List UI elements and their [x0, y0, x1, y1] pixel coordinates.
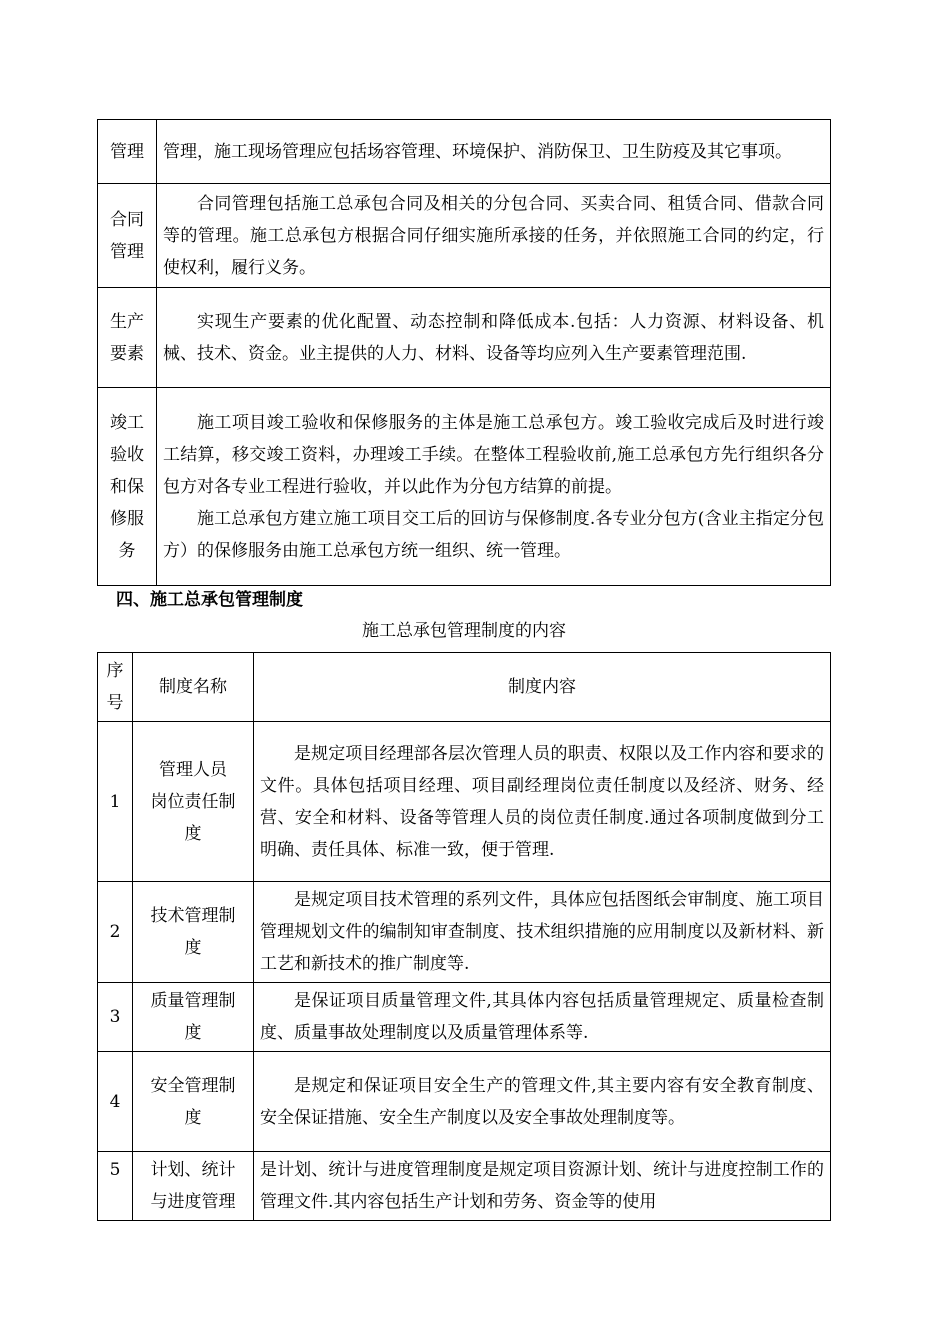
row-name: 管理人员 岗位责任制 度: [133, 722, 254, 882]
header-name: 制度名称: [133, 653, 254, 722]
content-paragraph: 管理，施工现场管理应包括场容管理、环境保护、消防保卫、卫生防疫及其它事项。: [163, 141, 792, 162]
row-label: 合同 管理: [98, 184, 157, 288]
row-number: 2: [98, 882, 133, 983]
row-label: 管理: [98, 120, 157, 184]
table-row: [98, 722, 831, 882]
row-content: [157, 288, 831, 388]
table-row: [98, 1152, 831, 1221]
row-content: [254, 1152, 831, 1221]
content-paragraph: 实现生产要素的优化配置、动态控制和降低成本.包括：人力资源、材料设备、机械、技术、资金。业主提供的人力、材料、设备等均应列入生产要素管理范围.: [163, 311, 824, 364]
management-content-table: [97, 119, 831, 586]
row-content: [254, 1052, 831, 1152]
table-row: [98, 388, 831, 586]
row-name: 质量管理制 度: [133, 983, 254, 1052]
table-row: [98, 120, 831, 184]
row-name: 安全管理制 度: [133, 1052, 254, 1152]
row-label: 竣工 验收 和保 修服 务: [98, 388, 157, 586]
content-paragraph: 是规定项目经理部各层次管理人员的职责、权限以及工作内容和要求的文件。具体包括项目经理、项目副经理岗位责任制度以及经济、财务、经营、安全和材料、设备等管理人员的岗位责任制度.通过各项制度做到分工明确、责任具体、标准一致，便于管理.: [260, 743, 824, 860]
row-content: [157, 388, 831, 586]
row-number: 5: [98, 1152, 133, 1221]
table-header-row: [98, 653, 831, 722]
table-caption: 施工总承包管理制度的内容: [362, 621, 566, 641]
row-number: 4: [98, 1052, 133, 1152]
row-content: [157, 120, 831, 184]
row-content: [157, 184, 831, 288]
content-paragraph: 是规定和保证项目安全生产的管理文件,其主要内容有安全教育制度、安全保证措施、安全生产制度以及安全事故处理制度等。: [260, 1075, 824, 1128]
content-paragraph: 是规定项目技术管理的系列文件，具体应包括图纸会审制度、施工项目管理规划文件的编制知审查制度、技术组织措施的应用制度以及新材料、新工艺和新技术的推广制度等.: [260, 890, 824, 974]
row-content: [254, 882, 831, 983]
row-name: 技术管理制 度: [133, 882, 254, 983]
content-paragraph: 是保证项目质量管理文件,其具体内容包括质量管理规定、质量检查制度、质量事故处理制度以及质量管理体系等.: [260, 991, 824, 1043]
content-paragraph: 是计划、统计与进度管理制度是规定项目资源计划、统计与进度控制工作的管理文件.其内容包括生产计划和劳务、资金等的使用: [260, 1160, 824, 1212]
row-content: [254, 983, 831, 1052]
row-number: 1: [98, 722, 133, 882]
content-paragraph: 施工项目竣工验收和保修服务的主体是施工总承包方。竣工验收完成后及时进行竣工结算，移交竣工资料，办理竣工手续。在整体工程验收前,施工总承包方先行组织各分包方对各专业工程进行验收，并以此作为分包方结算的前提。: [163, 412, 824, 497]
content-paragraph: 合同管理包括施工总承包合同及相关的分包合同、买卖合同、租赁合同、借款合同等的管理。施工总承包方根据合同仔细实施所承接的任务，并依照施工合同的约定，行使权利，履行义务。: [163, 193, 824, 278]
row-number: 3: [98, 983, 133, 1052]
table-row: [98, 983, 831, 1052]
header-content: 制度内容: [254, 653, 831, 722]
row-label: 生产 要素: [98, 288, 157, 388]
table-row: [98, 882, 831, 983]
row-content: [254, 722, 831, 882]
system-content-table: [97, 652, 831, 1221]
table-row: [98, 288, 831, 388]
table-row: [98, 184, 831, 288]
header-no: 序 号: [98, 653, 133, 722]
row-name: 计划、统计 与进度管理: [133, 1152, 254, 1221]
section-heading: 四、施工总承包管理制度: [116, 590, 303, 610]
content-paragraph: 施工总承包方建立施工项目交工后的回访与保修制度.各专业分包方(含业主指定分包方）的保修服务由施工总承包方统一组织、统一管理。: [163, 508, 824, 561]
table-row: [98, 1052, 831, 1152]
